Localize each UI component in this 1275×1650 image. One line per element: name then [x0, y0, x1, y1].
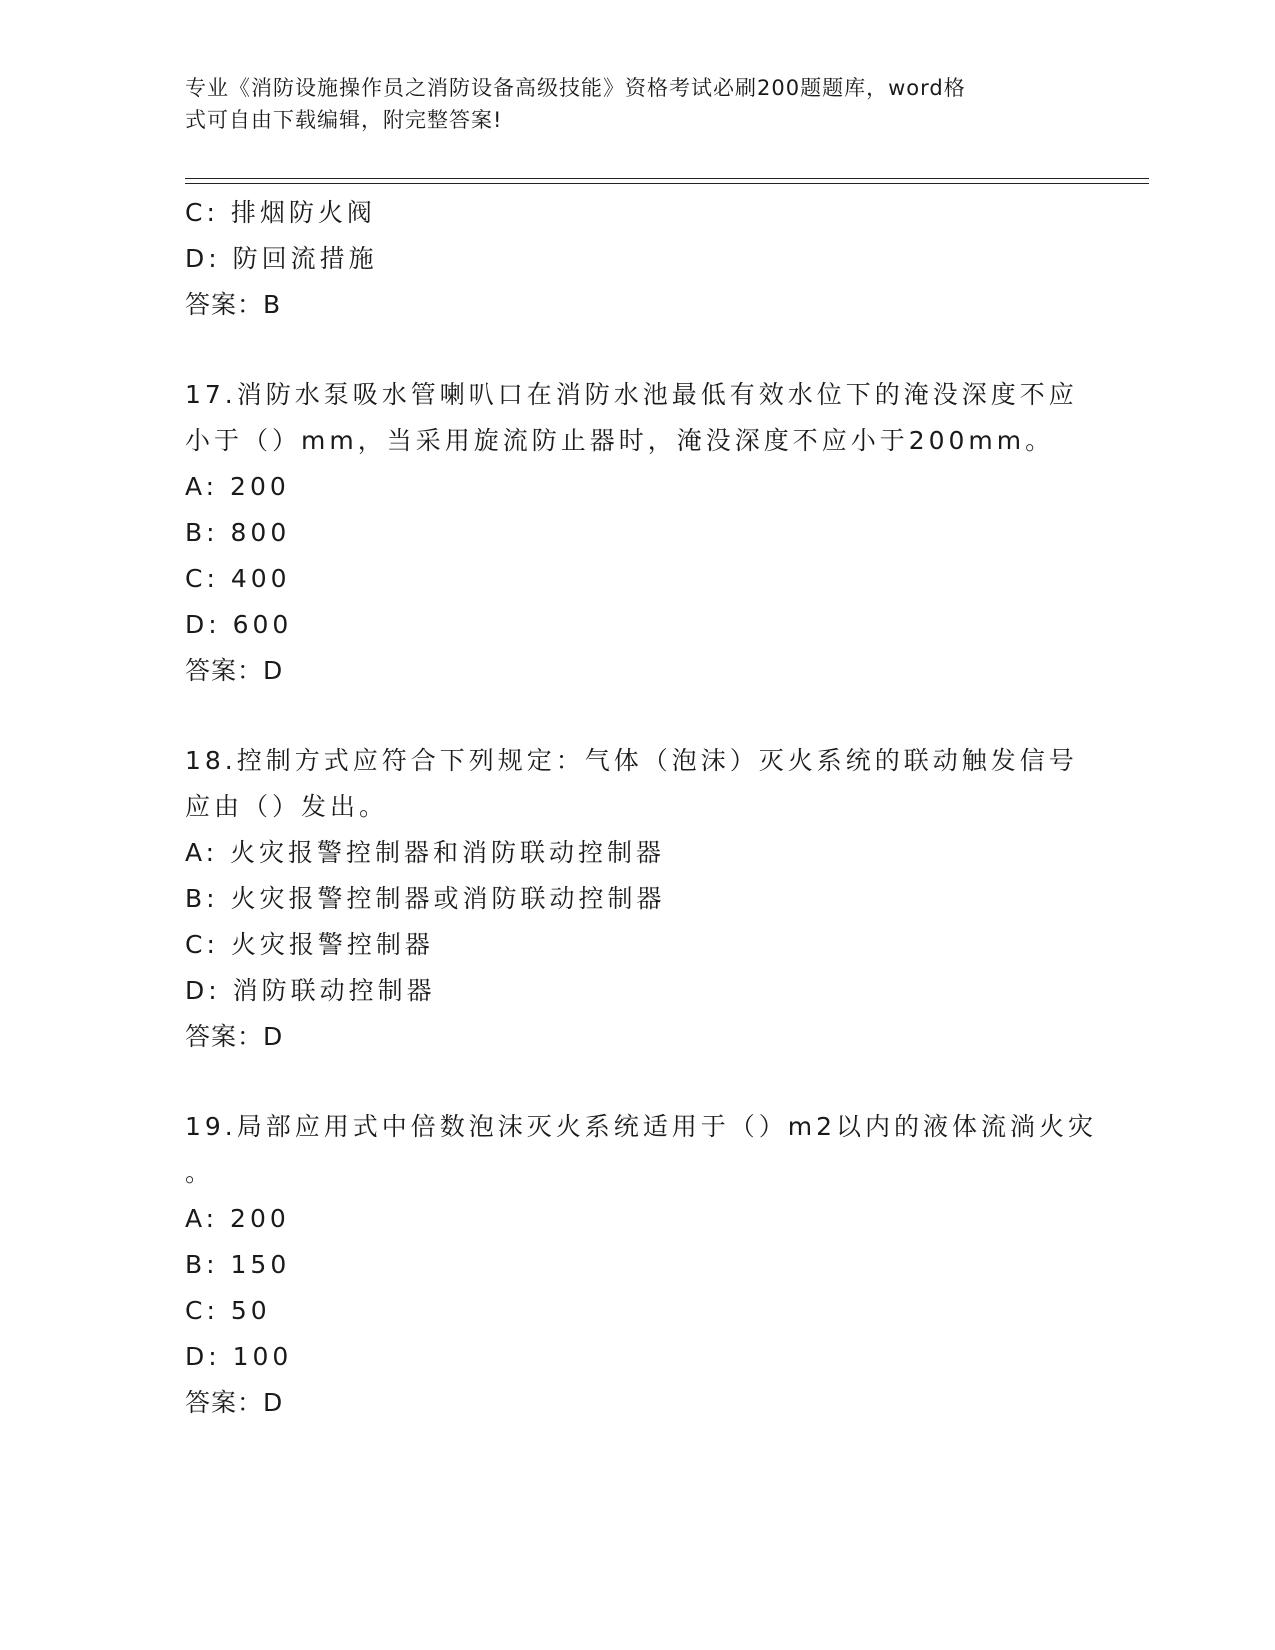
header-rule-bottom [185, 183, 1149, 184]
option-d: D: 100 [185, 1342, 293, 1371]
question-16-continued [185, 190, 1085, 328]
question-text-line: 17.消防水泵吸水管喇叭口在消防水池最低有效水位下的淹没深度不应 [185, 380, 1078, 409]
question-list [185, 190, 1098, 1426]
option-a: A: 200 [185, 1204, 290, 1233]
option-b: B: 800 [185, 518, 291, 547]
document-header [185, 72, 1065, 136]
question-text-line: 小于（）mm，当采用旋流防止器时，淹没深度不应小于200mm。 [185, 426, 1055, 455]
answer-line: 答案：D [185, 1022, 284, 1051]
question-text-line: 应由（）发出。 [185, 792, 389, 821]
answer-line: 答案：D [185, 656, 284, 685]
option-c: C: 400 [185, 564, 291, 593]
option-b: B: 火灾报警控制器或消防联动控制器 [185, 884, 666, 913]
question-19 [185, 1104, 1098, 1426]
option-c: C: 排烟防火阀 [185, 198, 376, 227]
question-18 [185, 738, 1085, 1060]
option-a: A: 200 [185, 472, 290, 501]
question-text-line: 19.局部应用式中倍数泡沫灭火系统适用于（）m2以内的液体流淌火灾 [185, 1112, 1098, 1141]
header-rule-top [185, 178, 1149, 179]
question-text-line: 。 [185, 1158, 215, 1187]
option-d: D: 防回流措施 [185, 244, 378, 273]
option-d: D: 消防联动控制器 [185, 976, 436, 1005]
option-c: C: 50 [185, 1296, 271, 1325]
option-d: D: 600 [185, 610, 293, 639]
header-line-1: 专业《消防设施操作员之消防设备高级技能》资格考试必刷200题题库，word格 [185, 76, 966, 100]
question-text-line: 18.控制方式应符合下列规定：气体（泡沫）灭火系统的联动触发信号 [185, 746, 1078, 775]
option-a: A: 火灾报警控制器和消防联动控制器 [185, 838, 666, 867]
option-c: C: 火灾报警控制器 [185, 930, 434, 959]
header-line-2: 式可自由下载编辑，附完整答案! [185, 108, 503, 132]
option-b: B: 150 [185, 1250, 291, 1279]
question-17 [185, 372, 1085, 694]
answer-line: 答案：D [185, 1388, 284, 1417]
answer-line: 答案：B [185, 290, 282, 319]
